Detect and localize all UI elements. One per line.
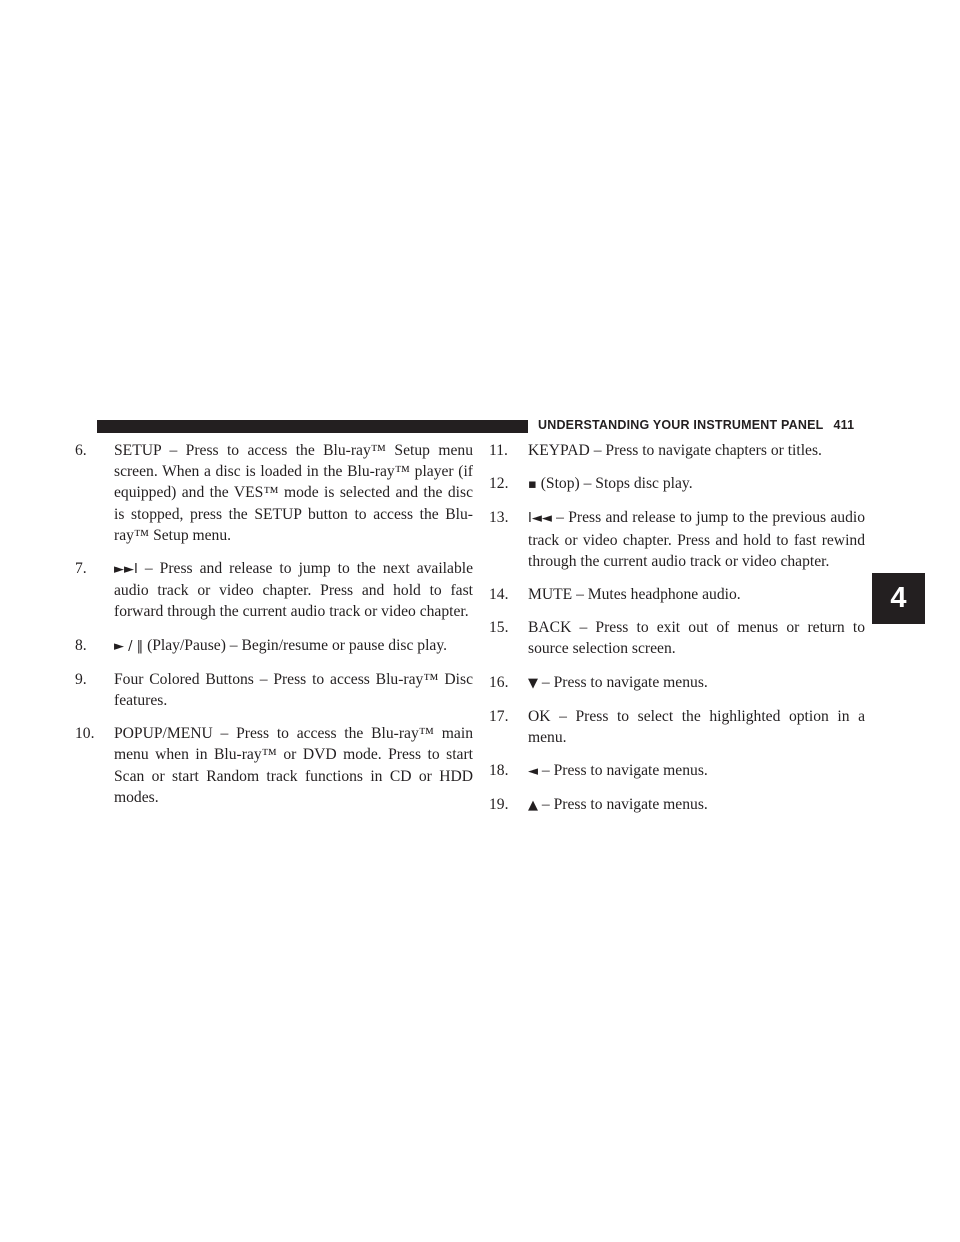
list-item [75,723,473,808]
item-number: 8. [75,636,87,654]
item-number: 18. [489,762,509,780]
list-item [489,672,865,694]
header-rule [97,420,528,433]
stop-icon: ▪ [528,477,537,493]
item-number: 14. [489,586,509,604]
item-number: 6. [75,442,87,459]
item-number: 13. [489,509,509,527]
item-number: 15. [489,619,509,637]
running-header [538,418,854,432]
item-number: 10. [75,725,95,743]
list-item [489,617,865,659]
list-item [75,558,473,623]
list-item [489,440,865,461]
list-item [489,473,865,495]
list-item [489,760,865,782]
item-text: POPUP/MENU – Press to access the Blu-ray™ main menu when in Blu-ray™ or DVD mode. Press to start Scan or start Random track functions in CD or HDD modes. [114,725,473,806]
previous-track-icon: I◄◄ [528,511,552,527]
item-text: MUTE – Mutes headphone audio. [528,586,741,604]
chapter-tab: 4 [872,573,925,624]
next-track-icon: ►►I [114,562,138,578]
item-number: 12. [489,475,509,493]
item-text: – Press to navigate menus. [541,762,708,780]
item-number: 17. [489,707,509,725]
item-text: Four Colored Buttons – Press to access Blu-ray™ Disc features. [114,670,473,710]
item-text: – Press and release to jump to the next available audio track or video chapter. Press and hold to fast forward through the current audio track or video chapter. [114,560,473,621]
item-text: – Press to navigate menus. [541,796,708,814]
item-text: SETUP – Press to access the Blu-ray™ Setup menu screen. When a disc is loaded in the Blu-ray™ player (if equipped) and the VES™ mode is selected and the disc is stopped, press the SETUP button to access the Blu-ray™ Setup menu. [114,442,473,544]
section-title: UNDERSTANDING YOUR INSTRUMENT PANEL [538,418,824,432]
list-item [489,507,865,572]
list-item [75,440,473,546]
item-text: KEYPAD – Press to navigate chapters or titles. [528,442,822,459]
list-item [489,706,865,748]
list-item [489,584,865,605]
list-item [75,669,473,711]
up-arrow-icon: ▲ [528,798,538,814]
item-text: OK – Press to select the highlighted option in a menu. [528,707,865,747]
down-arrow-icon: ▼ [528,675,538,691]
page-number: 411 [833,418,855,432]
left-column [75,440,473,820]
item-number: 11. [489,442,508,459]
item-number: 16. [489,673,509,691]
item-text: (Play/Pause) – Begin/resume or pause disc play. [147,636,448,654]
item-text: – Press to navigate menus. [541,673,708,691]
right-column [489,440,865,829]
left-arrow-icon: ◄ [528,764,538,780]
list-item [75,635,473,657]
item-text: (Stop) – Stops disc play. [540,475,693,493]
item-number: 19. [489,796,509,814]
item-text: BACK – Press to exit out of menus or return to source selection screen. [528,619,865,658]
list-item [489,794,865,816]
play-pause-icon: ► / ‖ [114,638,144,654]
item-text: – Press and release to jump to the previous audio track or video chapter. Press and hold to fast rewind through the current audio track or video chapter. [528,509,865,570]
item-number: 7. [75,560,87,578]
item-number: 9. [75,670,87,688]
